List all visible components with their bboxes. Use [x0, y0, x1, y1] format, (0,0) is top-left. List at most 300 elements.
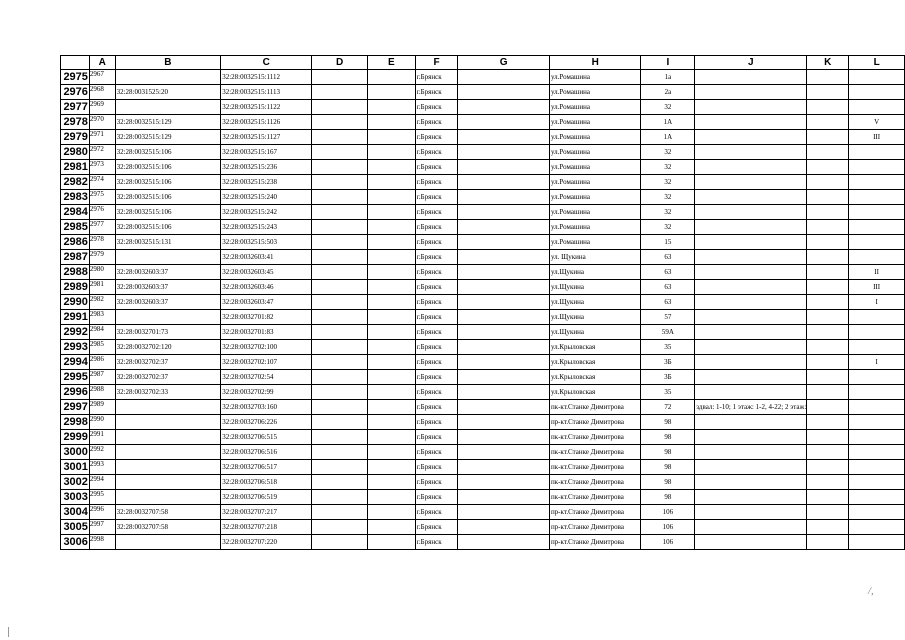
- row-number[interactable]: 2997: [61, 400, 90, 415]
- cell-a[interactable]: 2974: [89, 175, 115, 190]
- cell-h[interactable]: ул.Щукина: [549, 295, 641, 310]
- cell-b[interactable]: 32:28:0032603:37: [115, 280, 221, 295]
- cell-d[interactable]: [312, 115, 368, 130]
- cell-g[interactable]: [458, 325, 550, 340]
- cell-c[interactable]: 32:28:0032706:518: [221, 475, 312, 490]
- cell-h[interactable]: пр-кт.Станке Димитрова: [549, 505, 641, 520]
- cell-d[interactable]: [312, 70, 368, 85]
- cell-h[interactable]: пк-кт.Станке Димитрова: [549, 475, 641, 490]
- cell-g[interactable]: [458, 340, 550, 355]
- cell-a[interactable]: 2969: [89, 100, 115, 115]
- row-number[interactable]: 2988: [61, 265, 90, 280]
- cell-c[interactable]: 32:28:0032603:47: [221, 295, 312, 310]
- cell-h[interactable]: ул.Ромашина: [549, 205, 641, 220]
- cell-f[interactable]: г.Брянск: [415, 475, 458, 490]
- cell-l[interactable]: [849, 100, 905, 115]
- cell-k[interactable]: [807, 115, 849, 130]
- row-number[interactable]: 2989: [61, 280, 90, 295]
- cell-l[interactable]: [849, 445, 905, 460]
- cell-f[interactable]: г.Брянск: [415, 520, 458, 535]
- cell-a[interactable]: 2967: [89, 70, 115, 85]
- cell-l[interactable]: [849, 460, 905, 475]
- cell-f[interactable]: г.Брянск: [415, 250, 458, 265]
- cell-k[interactable]: [807, 460, 849, 475]
- cell-j[interactable]: [695, 310, 807, 325]
- cell-l[interactable]: [849, 235, 905, 250]
- cell-b[interactable]: 32:28:0032702:120: [115, 340, 221, 355]
- cell-f[interactable]: г.Брянск: [415, 535, 458, 550]
- cell-k[interactable]: [807, 490, 849, 505]
- cell-e[interactable]: [367, 370, 415, 385]
- cell-b[interactable]: 32:28:0032515:106: [115, 160, 221, 175]
- cell-a[interactable]: 2971: [89, 130, 115, 145]
- cell-i[interactable]: 32: [641, 100, 695, 115]
- cell-j[interactable]: [695, 280, 807, 295]
- cell-f[interactable]: г.Брянск: [415, 175, 458, 190]
- cell-c[interactable]: 32:28:0032515:1122: [221, 100, 312, 115]
- cell-k[interactable]: [807, 310, 849, 325]
- cell-c[interactable]: 32:28:0032515:167: [221, 145, 312, 160]
- cell-a[interactable]: 2982: [89, 295, 115, 310]
- cell-i[interactable]: 32: [641, 220, 695, 235]
- cell-d[interactable]: [312, 145, 368, 160]
- cell-a[interactable]: 2981: [89, 280, 115, 295]
- cell-b[interactable]: 32:28:0032515:106: [115, 220, 221, 235]
- cell-h[interactable]: ул.Ромашина: [549, 235, 641, 250]
- cell-g[interactable]: [458, 235, 550, 250]
- cell-i[interactable]: 98: [641, 460, 695, 475]
- cell-k[interactable]: [807, 235, 849, 250]
- cell-i[interactable]: 98: [641, 430, 695, 445]
- cell-k[interactable]: [807, 475, 849, 490]
- cell-a[interactable]: 2976: [89, 205, 115, 220]
- cell-j[interactable]: [695, 430, 807, 445]
- cell-g[interactable]: [458, 430, 550, 445]
- cell-e[interactable]: [367, 250, 415, 265]
- cell-d[interactable]: [312, 175, 368, 190]
- cell-b[interactable]: 32:28:0032515:106: [115, 205, 221, 220]
- cell-g[interactable]: [458, 160, 550, 175]
- cell-j[interactable]: [695, 535, 807, 550]
- cell-g[interactable]: [458, 355, 550, 370]
- row-number[interactable]: 2985: [61, 220, 90, 235]
- cell-c[interactable]: 32:28:0032701:82: [221, 310, 312, 325]
- cell-k[interactable]: [807, 100, 849, 115]
- cell-k[interactable]: [807, 265, 849, 280]
- cell-c[interactable]: 32:28:0032706:516: [221, 445, 312, 460]
- cell-f[interactable]: г.Брянск: [415, 70, 458, 85]
- cell-h[interactable]: пк-кт.Станке Димитрова: [549, 460, 641, 475]
- cell-b[interactable]: 32:28:0032707:58: [115, 505, 221, 520]
- cell-i[interactable]: 3Б: [641, 355, 695, 370]
- cell-k[interactable]: [807, 505, 849, 520]
- cell-f[interactable]: г.Брянск: [415, 325, 458, 340]
- corner-cell[interactable]: [61, 56, 90, 70]
- cell-j[interactable]: [695, 205, 807, 220]
- cell-i[interactable]: 35: [641, 340, 695, 355]
- cell-f[interactable]: г.Брянск: [415, 445, 458, 460]
- cell-j[interactable]: [695, 145, 807, 160]
- cell-b[interactable]: [115, 415, 221, 430]
- cell-d[interactable]: [312, 265, 368, 280]
- cell-g[interactable]: [458, 265, 550, 280]
- cell-h[interactable]: ул.Крыловская: [549, 385, 641, 400]
- cell-i[interactable]: 1а: [641, 70, 695, 85]
- row-number[interactable]: 2976: [61, 85, 90, 100]
- cell-c[interactable]: 32:28:0032515:238: [221, 175, 312, 190]
- column-header-j[interactable]: J: [695, 56, 807, 70]
- cell-f[interactable]: г.Брянск: [415, 160, 458, 175]
- cell-i[interactable]: 32: [641, 190, 695, 205]
- cell-k[interactable]: [807, 430, 849, 445]
- cell-a[interactable]: 2986: [89, 355, 115, 370]
- row-number[interactable]: 2977: [61, 100, 90, 115]
- cell-k[interactable]: [807, 85, 849, 100]
- cell-i[interactable]: 98: [641, 415, 695, 430]
- cell-i[interactable]: 98: [641, 475, 695, 490]
- column-header-b[interactable]: B: [115, 56, 221, 70]
- cell-f[interactable]: г.Брянск: [415, 400, 458, 415]
- cell-l[interactable]: [849, 175, 905, 190]
- cell-g[interactable]: [458, 175, 550, 190]
- cell-j[interactable]: [695, 490, 807, 505]
- cell-j[interactable]: [695, 160, 807, 175]
- cell-b[interactable]: [115, 250, 221, 265]
- cell-f[interactable]: г.Брянск: [415, 340, 458, 355]
- cell-a[interactable]: 2968: [89, 85, 115, 100]
- cell-e[interactable]: [367, 205, 415, 220]
- cell-d[interactable]: [312, 370, 368, 385]
- cell-k[interactable]: [807, 145, 849, 160]
- row-number[interactable]: 2986: [61, 235, 90, 250]
- cell-d[interactable]: [312, 535, 368, 550]
- cell-j[interactable]: [695, 70, 807, 85]
- cell-i[interactable]: 57: [641, 310, 695, 325]
- cell-j[interactable]: [695, 325, 807, 340]
- column-header-d[interactable]: D: [312, 56, 368, 70]
- cell-c[interactable]: 32:28:0032515:236: [221, 160, 312, 175]
- cell-j[interactable]: [695, 520, 807, 535]
- cell-e[interactable]: [367, 100, 415, 115]
- cell-k[interactable]: [807, 340, 849, 355]
- column-header-h[interactable]: H: [549, 56, 641, 70]
- cell-g[interactable]: [458, 190, 550, 205]
- cell-f[interactable]: г.Брянск: [415, 220, 458, 235]
- cell-g[interactable]: [458, 85, 550, 100]
- cell-k[interactable]: [807, 385, 849, 400]
- cell-i[interactable]: 1А: [641, 130, 695, 145]
- row-number[interactable]: 2996: [61, 385, 90, 400]
- cell-h[interactable]: пк-кт.Станке Димитрова: [549, 445, 641, 460]
- cell-l[interactable]: III: [849, 130, 905, 145]
- cell-i[interactable]: 63: [641, 295, 695, 310]
- cell-a[interactable]: 2972: [89, 145, 115, 160]
- cell-k[interactable]: [807, 355, 849, 370]
- column-header-c[interactable]: C: [221, 56, 312, 70]
- cell-c[interactable]: 32:28:0032603:46: [221, 280, 312, 295]
- cell-h[interactable]: ул.Ромашина: [549, 175, 641, 190]
- cell-i[interactable]: 32: [641, 175, 695, 190]
- cell-a[interactable]: 2984: [89, 325, 115, 340]
- cell-b[interactable]: 32:28:0031525:20: [115, 85, 221, 100]
- cell-d[interactable]: [312, 310, 368, 325]
- cell-e[interactable]: [367, 400, 415, 415]
- cell-e[interactable]: [367, 520, 415, 535]
- cell-i[interactable]: 2а: [641, 85, 695, 100]
- cell-e[interactable]: [367, 175, 415, 190]
- cell-h[interactable]: ул.Ромашина: [549, 160, 641, 175]
- cell-l[interactable]: [849, 505, 905, 520]
- cell-e[interactable]: [367, 535, 415, 550]
- cell-c[interactable]: 32:28:0032706:519: [221, 490, 312, 505]
- cell-h[interactable]: пр-кт.Станке Димитрова: [549, 535, 641, 550]
- cell-a[interactable]: 2979: [89, 250, 115, 265]
- cell-c[interactable]: 32:28:0032703:160: [221, 400, 312, 415]
- cell-k[interactable]: [807, 415, 849, 430]
- cell-h[interactable]: ул.Ромашина: [549, 70, 641, 85]
- cell-i[interactable]: 106: [641, 505, 695, 520]
- cell-l[interactable]: [849, 310, 905, 325]
- row-number[interactable]: 2994: [61, 355, 90, 370]
- cell-c[interactable]: 32:28:0032706:226: [221, 415, 312, 430]
- cell-j[interactable]: [695, 100, 807, 115]
- cell-i[interactable]: 3Б: [641, 370, 695, 385]
- cell-b[interactable]: 32:28:0032515:129: [115, 130, 221, 145]
- cell-l[interactable]: II: [849, 265, 905, 280]
- cell-e[interactable]: [367, 190, 415, 205]
- cell-j[interactable]: [695, 340, 807, 355]
- cell-e[interactable]: [367, 115, 415, 130]
- cell-a[interactable]: 2989: [89, 400, 115, 415]
- cell-l[interactable]: [849, 490, 905, 505]
- cell-g[interactable]: [458, 475, 550, 490]
- cell-j[interactable]: здвал: 1-10; 1 этаж: 1-2, 4-22; 2 этаж:: [695, 400, 807, 415]
- cell-h[interactable]: ул.Щукина: [549, 310, 641, 325]
- cell-k[interactable]: [807, 175, 849, 190]
- cell-k[interactable]: [807, 205, 849, 220]
- cell-c[interactable]: 32:28:0032702:107: [221, 355, 312, 370]
- cell-e[interactable]: [367, 490, 415, 505]
- cell-a[interactable]: 2985: [89, 340, 115, 355]
- cell-d[interactable]: [312, 100, 368, 115]
- cell-l[interactable]: [849, 475, 905, 490]
- cell-e[interactable]: [367, 385, 415, 400]
- cell-c[interactable]: 32:28:0032707:220: [221, 535, 312, 550]
- cell-d[interactable]: [312, 385, 368, 400]
- cell-c[interactable]: 32:28:0032515:240: [221, 190, 312, 205]
- row-number[interactable]: 2979: [61, 130, 90, 145]
- row-number[interactable]: 2982: [61, 175, 90, 190]
- row-number[interactable]: 2990: [61, 295, 90, 310]
- cell-j[interactable]: [695, 235, 807, 250]
- cell-c[interactable]: 32:28:0032515:1113: [221, 85, 312, 100]
- cell-i[interactable]: 32: [641, 160, 695, 175]
- row-number[interactable]: 3004: [61, 505, 90, 520]
- cell-h[interactable]: ул.Ромашина: [549, 145, 641, 160]
- cell-b[interactable]: 32:28:0032515:129: [115, 115, 221, 130]
- cell-d[interactable]: [312, 130, 368, 145]
- cell-j[interactable]: [695, 265, 807, 280]
- cell-a[interactable]: 2980: [89, 265, 115, 280]
- cell-f[interactable]: г.Брянск: [415, 370, 458, 385]
- cell-i[interactable]: 106: [641, 535, 695, 550]
- cell-d[interactable]: [312, 415, 368, 430]
- cell-g[interactable]: [458, 535, 550, 550]
- cell-l[interactable]: V: [849, 115, 905, 130]
- cell-j[interactable]: [695, 385, 807, 400]
- row-number[interactable]: 2983: [61, 190, 90, 205]
- cell-d[interactable]: [312, 475, 368, 490]
- cell-g[interactable]: [458, 310, 550, 325]
- cell-j[interactable]: [695, 460, 807, 475]
- cell-g[interactable]: [458, 505, 550, 520]
- cell-k[interactable]: [807, 130, 849, 145]
- cell-k[interactable]: [807, 445, 849, 460]
- cell-a[interactable]: 2997: [89, 520, 115, 535]
- cell-l[interactable]: [849, 370, 905, 385]
- row-number[interactable]: 2998: [61, 415, 90, 430]
- cell-a[interactable]: 2970: [89, 115, 115, 130]
- cell-h[interactable]: ул.Крыловская: [549, 340, 641, 355]
- cell-g[interactable]: [458, 100, 550, 115]
- cell-l[interactable]: [849, 220, 905, 235]
- cell-l[interactable]: [849, 340, 905, 355]
- cell-f[interactable]: г.Брянск: [415, 265, 458, 280]
- cell-l[interactable]: [849, 385, 905, 400]
- cell-i[interactable]: 98: [641, 490, 695, 505]
- cell-a[interactable]: 2983: [89, 310, 115, 325]
- cell-d[interactable]: [312, 235, 368, 250]
- cell-d[interactable]: [312, 325, 368, 340]
- cell-h[interactable]: ул.Щукина: [549, 265, 641, 280]
- cell-a[interactable]: 2973: [89, 160, 115, 175]
- cell-b[interactable]: 32:28:0032515:106: [115, 175, 221, 190]
- row-number[interactable]: 3005: [61, 520, 90, 535]
- cell-h[interactable]: ул.Ромашина: [549, 190, 641, 205]
- cell-a[interactable]: 2992: [89, 445, 115, 460]
- cell-d[interactable]: [312, 490, 368, 505]
- cell-i[interactable]: 98: [641, 445, 695, 460]
- cell-a[interactable]: 2977: [89, 220, 115, 235]
- row-number[interactable]: 2981: [61, 160, 90, 175]
- column-header-i[interactable]: I: [641, 56, 695, 70]
- row-number[interactable]: 2975: [61, 70, 90, 85]
- cell-j[interactable]: [695, 415, 807, 430]
- cell-f[interactable]: г.Брянск: [415, 415, 458, 430]
- cell-l[interactable]: [849, 205, 905, 220]
- cell-g[interactable]: [458, 250, 550, 265]
- cell-a[interactable]: 2994: [89, 475, 115, 490]
- cell-k[interactable]: [807, 250, 849, 265]
- cell-d[interactable]: [312, 430, 368, 445]
- cell-h[interactable]: ул.Ромашина: [549, 100, 641, 115]
- cell-e[interactable]: [367, 220, 415, 235]
- cell-l[interactable]: [849, 85, 905, 100]
- cell-c[interactable]: 32:28:0032702:54: [221, 370, 312, 385]
- cell-f[interactable]: г.Брянск: [415, 100, 458, 115]
- cell-e[interactable]: [367, 310, 415, 325]
- cell-b[interactable]: [115, 490, 221, 505]
- cell-h[interactable]: пк-кт.Станке Димитрова: [549, 400, 641, 415]
- cell-b[interactable]: 32:28:0032702:33: [115, 385, 221, 400]
- cell-j[interactable]: [695, 130, 807, 145]
- cell-l[interactable]: [849, 250, 905, 265]
- cell-i[interactable]: 32: [641, 145, 695, 160]
- cell-h[interactable]: ул.Ромашина: [549, 85, 641, 100]
- column-header-f[interactable]: F: [415, 56, 458, 70]
- cell-h[interactable]: ул.Щукина: [549, 280, 641, 295]
- cell-g[interactable]: [458, 295, 550, 310]
- cell-f[interactable]: г.Брянск: [415, 130, 458, 145]
- cell-j[interactable]: [695, 85, 807, 100]
- cell-i[interactable]: 63: [641, 265, 695, 280]
- cell-c[interactable]: 32:28:0032603:45: [221, 265, 312, 280]
- cell-d[interactable]: [312, 520, 368, 535]
- cell-l[interactable]: I: [849, 295, 905, 310]
- cell-b[interactable]: [115, 70, 221, 85]
- cell-g[interactable]: [458, 145, 550, 160]
- cell-i[interactable]: 106: [641, 520, 695, 535]
- cell-b[interactable]: 32:28:0032707:58: [115, 520, 221, 535]
- cell-f[interactable]: г.Брянск: [415, 145, 458, 160]
- cell-d[interactable]: [312, 355, 368, 370]
- cell-f[interactable]: г.Брянск: [415, 205, 458, 220]
- cell-g[interactable]: [458, 205, 550, 220]
- cell-h[interactable]: пр-кт.Станке Димитрова: [549, 415, 641, 430]
- row-number[interactable]: 2987: [61, 250, 90, 265]
- cell-e[interactable]: [367, 145, 415, 160]
- cell-f[interactable]: г.Брянск: [415, 280, 458, 295]
- row-number[interactable]: 3002: [61, 475, 90, 490]
- cell-e[interactable]: [367, 355, 415, 370]
- cell-j[interactable]: [695, 115, 807, 130]
- cell-g[interactable]: [458, 385, 550, 400]
- cell-e[interactable]: [367, 475, 415, 490]
- cell-c[interactable]: 32:28:0032515:242: [221, 205, 312, 220]
- cell-a[interactable]: 2993: [89, 460, 115, 475]
- cell-b[interactable]: [115, 400, 221, 415]
- cell-h[interactable]: ул.Ромашина: [549, 130, 641, 145]
- cell-c[interactable]: 32:28:0032701:83: [221, 325, 312, 340]
- row-number[interactable]: 2978: [61, 115, 90, 130]
- cell-b[interactable]: 32:28:0032603:37: [115, 265, 221, 280]
- cell-b[interactable]: 32:28:0032515:106: [115, 190, 221, 205]
- cell-f[interactable]: г.Брянск: [415, 85, 458, 100]
- cell-l[interactable]: [849, 70, 905, 85]
- cell-j[interactable]: [695, 445, 807, 460]
- cell-f[interactable]: г.Брянск: [415, 490, 458, 505]
- cell-g[interactable]: [458, 115, 550, 130]
- cell-j[interactable]: [695, 370, 807, 385]
- cell-b[interactable]: 32:28:0032702:37: [115, 355, 221, 370]
- cell-c[interactable]: 32:28:0032603:41: [221, 250, 312, 265]
- cell-g[interactable]: [458, 70, 550, 85]
- cell-f[interactable]: г.Брянск: [415, 430, 458, 445]
- cell-b[interactable]: [115, 535, 221, 550]
- cell-i[interactable]: 35: [641, 385, 695, 400]
- cell-f[interactable]: г.Брянск: [415, 190, 458, 205]
- cell-k[interactable]: [807, 70, 849, 85]
- cell-d[interactable]: [312, 460, 368, 475]
- cell-c[interactable]: 32:28:0032706:515: [221, 430, 312, 445]
- cell-e[interactable]: [367, 340, 415, 355]
- cell-f[interactable]: г.Брянск: [415, 355, 458, 370]
- cell-e[interactable]: [367, 460, 415, 475]
- cell-a[interactable]: 2990: [89, 415, 115, 430]
- row-number[interactable]: 2980: [61, 145, 90, 160]
- cell-c[interactable]: 32:28:0032515:1127: [221, 130, 312, 145]
- column-header-l[interactable]: L: [849, 56, 905, 70]
